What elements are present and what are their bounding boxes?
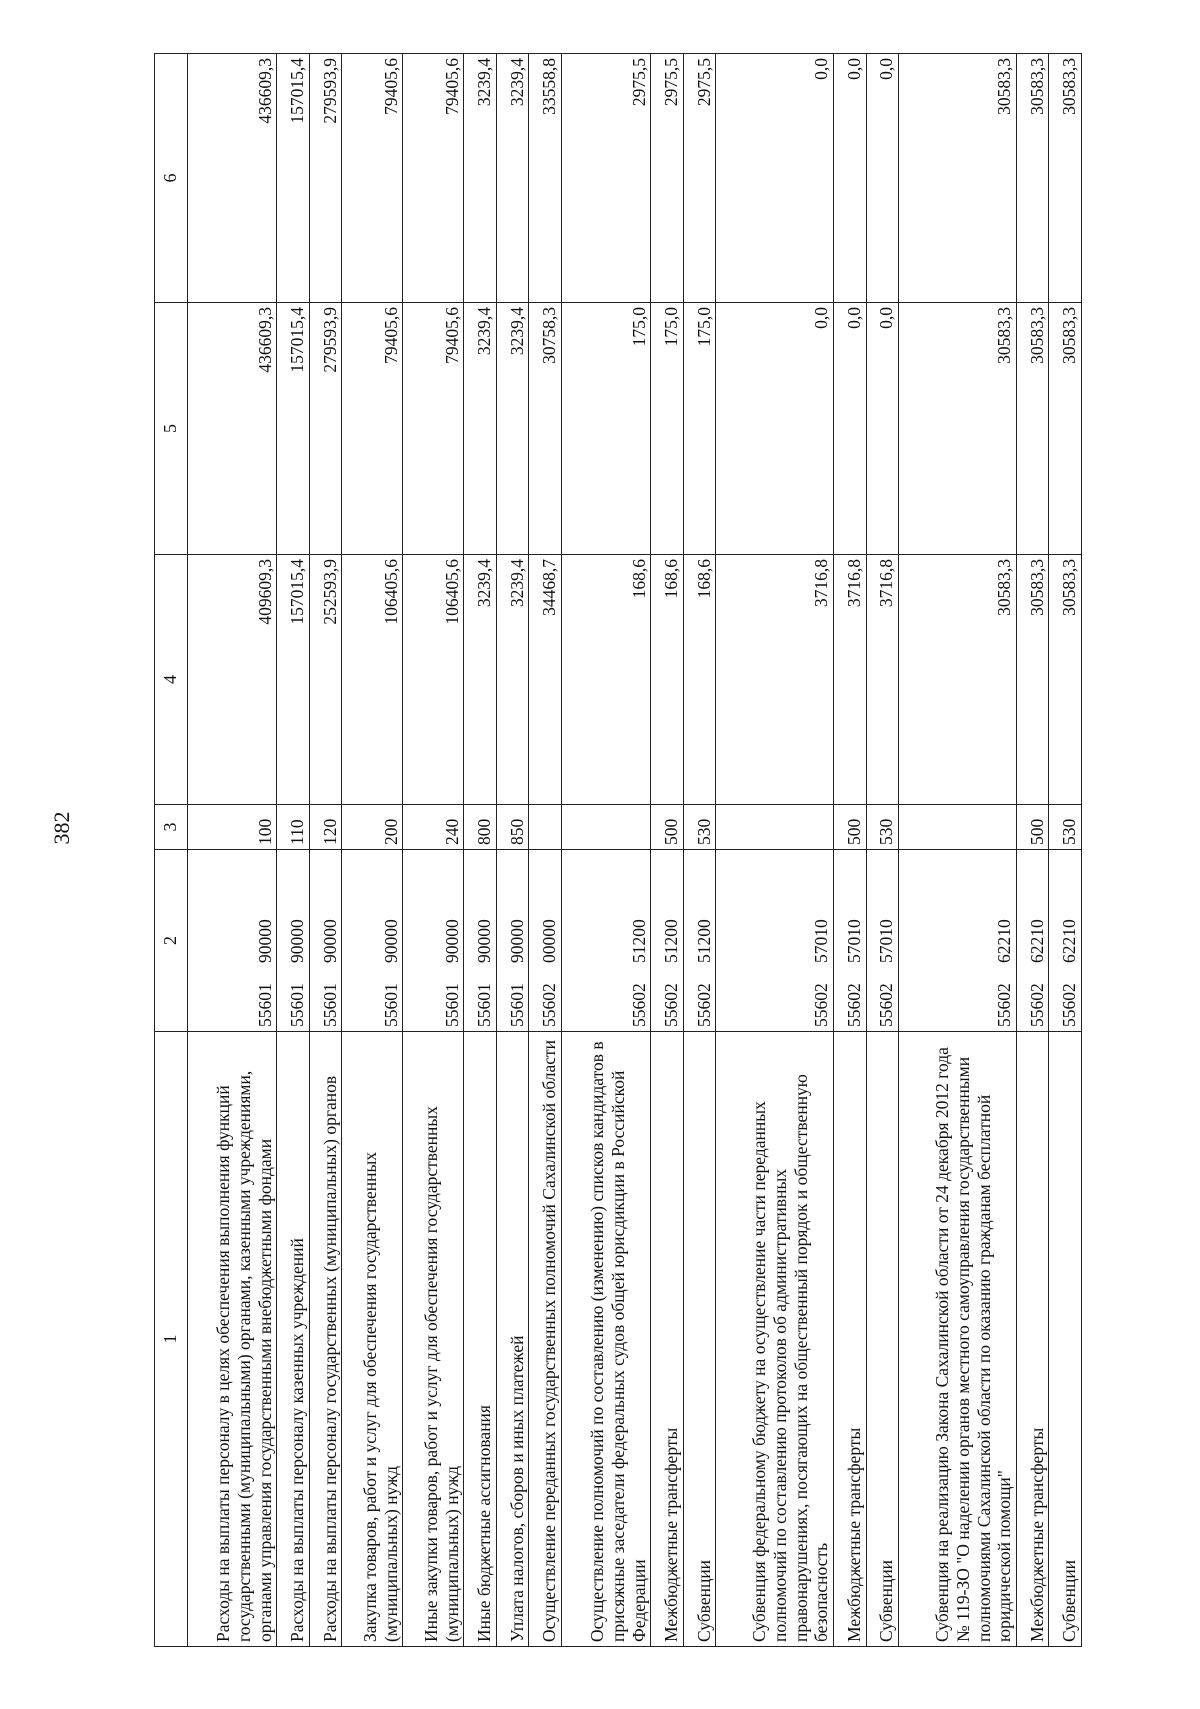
budget-table-frame — [154, 54, 1082, 1647]
amount-col5-cell: 157015,4 — [277, 303, 310, 555]
amount-col4-cell: 252593,9 — [309, 555, 342, 805]
expense-type-cell — [561, 805, 650, 850]
amount-col6-cell: 2975,5 — [561, 54, 650, 303]
program-code-part: 55602 — [628, 983, 649, 1027]
expense-name-cell: Иные закупки товаров, работ и услуг для обеспечения государственных (муниципальных) нужд — [403, 1032, 464, 1647]
table-row — [716, 54, 834, 1647]
program-code-cell — [1016, 850, 1049, 1032]
table-row — [464, 54, 497, 1647]
direction-code-part: 90000 — [287, 919, 308, 963]
budget-table-body — [155, 54, 1082, 1647]
table-row — [651, 54, 684, 1647]
program-code-part: 55601 — [254, 983, 275, 1027]
expense-name-cell: Осуществление полномочий по составлению (изменению) списков кандидатов в присяжные заседатели федеральных судов общей юрисдикции в Российской Федерации — [561, 1032, 650, 1647]
program-code-part: 55602 — [661, 983, 682, 1027]
program-code-cell — [716, 850, 834, 1032]
budget-table — [154, 53, 1082, 1647]
amount-col4-cell: 168,6 — [561, 555, 650, 805]
expense-name-cell: Осуществление переданных государственных полномочий Сахалинской области — [529, 1032, 562, 1647]
program-code-cell — [651, 850, 684, 1032]
expense-type-cell: 100 — [188, 805, 277, 850]
expense-type-cell: 530 — [866, 805, 899, 850]
amount-col5-cell: 279593,9 — [309, 303, 342, 555]
header-cell-4: 4 — [155, 555, 188, 805]
direction-code-part: 90000 — [474, 919, 495, 963]
program-code-part: 55601 — [506, 983, 527, 1027]
expense-type-cell: 200 — [342, 805, 403, 850]
direction-code-part: 90000 — [254, 919, 275, 963]
program-code-part: 55601 — [441, 983, 462, 1027]
amount-col5-cell: 79405,6 — [403, 303, 464, 555]
program-code-cell — [683, 850, 716, 1032]
amount-col5-cell: 3239,4 — [496, 303, 529, 555]
expense-name-cell: Расходы на выплаты персоналу в целях обеспечения выполнения функций государственными (муниципальными) органами, казенными учреждениями, органами управления государственными внебюджетными фондами — [188, 1032, 277, 1647]
table-row — [188, 54, 277, 1647]
amount-col4-cell: 168,6 — [651, 555, 684, 805]
expense-name-cell: Расходы на выплаты персоналу государственных (муниципальных) органов — [309, 1032, 342, 1647]
program-code-cell — [866, 850, 899, 1032]
expense-name-cell: Субвенции — [866, 1032, 899, 1647]
program-code-cell — [834, 850, 867, 1032]
expense-type-cell: 800 — [464, 805, 497, 850]
amount-col5-cell: 30583,3 — [1016, 303, 1049, 555]
expense-name-cell: Закупка товаров, работ и услуг для обеспечения государственных (муниципальных) нужд — [342, 1032, 403, 1647]
amount-col6-cell: 3239,4 — [496, 54, 529, 303]
program-code-part: 55602 — [843, 983, 864, 1027]
expense-name-cell: Субвенции — [1049, 1032, 1082, 1647]
expense-type-cell: 500 — [1016, 805, 1049, 850]
amount-col6-cell: 0,0 — [716, 54, 834, 303]
amount-col4-cell: 106405,6 — [403, 555, 464, 805]
amount-col6-cell: 3239,4 — [464, 54, 497, 303]
direction-code-part: 57010 — [876, 919, 897, 963]
amount-col4-cell: 34468,7 — [529, 555, 562, 805]
amount-col5-cell: 79405,6 — [342, 303, 403, 555]
amount-col5-cell: 175,0 — [561, 303, 650, 555]
amount-col4-cell: 3239,4 — [496, 555, 529, 805]
amount-col6-cell: 30583,3 — [1016, 54, 1049, 303]
header-cell-6: 6 — [155, 54, 188, 303]
expense-name-cell: Субвенции — [683, 1032, 716, 1647]
amount-col4-cell: 3716,8 — [716, 555, 834, 805]
table-row — [529, 54, 562, 1647]
amount-col6-cell: 2975,5 — [683, 54, 716, 303]
table-row — [899, 54, 1017, 1647]
expense-type-cell: 110 — [277, 805, 310, 850]
expense-name-cell: Расходы на выплаты персоналу казенных учреждений — [277, 1032, 310, 1647]
expense-type-cell: 850 — [496, 805, 529, 850]
amount-col4-cell: 168,6 — [683, 555, 716, 805]
table-row — [834, 54, 867, 1647]
amount-col6-cell: 30583,3 — [899, 54, 1017, 303]
program-code-part: 55602 — [994, 983, 1015, 1027]
table-row — [561, 54, 650, 1647]
direction-code-part: 51200 — [693, 919, 714, 963]
amount-col5-cell: 30583,3 — [1049, 303, 1082, 555]
direction-code-part: 00000 — [539, 919, 560, 963]
program-code-cell — [529, 850, 562, 1032]
direction-code-part: 51200 — [661, 919, 682, 963]
amount-col4-cell: 3716,8 — [866, 555, 899, 805]
amount-col5-cell: 0,0 — [834, 303, 867, 555]
amount-col6-cell: 79405,6 — [403, 54, 464, 303]
expense-type-cell: 500 — [834, 805, 867, 850]
program-code-part: 55602 — [811, 983, 832, 1027]
amount-col6-cell: 0,0 — [834, 54, 867, 303]
expense-type-cell — [529, 805, 562, 850]
expense-name-cell: Субвенция федеральному бюджету на осуществление части переданных полномочий по составлению протоколов об административных правонарушениях, посягающих на общественный порядок и общественную безопасность — [716, 1032, 834, 1647]
amount-col6-cell: 79405,6 — [342, 54, 403, 303]
program-code-part: 55601 — [287, 983, 308, 1027]
program-code-cell — [277, 850, 310, 1032]
program-code-cell — [342, 850, 403, 1032]
table-row — [866, 54, 899, 1647]
header-cell-5: 5 — [155, 303, 188, 555]
direction-code-part: 62210 — [1026, 919, 1047, 963]
program-code-part: 55601 — [474, 983, 495, 1027]
program-code-cell — [464, 850, 497, 1032]
program-code-cell — [309, 850, 342, 1032]
direction-code-part: 57010 — [843, 919, 864, 963]
table-row — [496, 54, 529, 1647]
direction-code-part: 90000 — [319, 919, 340, 963]
program-code-cell — [561, 850, 650, 1032]
expense-name-cell: Межбюджетные трансферты — [834, 1032, 867, 1647]
table-row — [309, 54, 342, 1647]
amount-col5-cell: 3239,4 — [464, 303, 497, 555]
program-code-cell — [496, 850, 529, 1032]
program-code-cell — [1049, 850, 1082, 1032]
header-cell-1: 1 — [155, 1032, 188, 1647]
program-code-part: 55601 — [380, 983, 401, 1027]
expense-type-cell: 240 — [403, 805, 464, 850]
amount-col5-cell: 175,0 — [683, 303, 716, 555]
header-cell-3: 3 — [155, 805, 188, 850]
amount-col5-cell: 0,0 — [716, 303, 834, 555]
expense-name-cell: Субвенция на реализацию Закона Сахалинской области от 24 декабря 2012 года № 119-ЗО "О наделении органов местного самоуправления государственными полномочиями Сахалинской области по оказанию гражданам бесплатной юридической помощи" — [899, 1032, 1017, 1647]
amount-col6-cell: 436609,3 — [188, 54, 277, 303]
expense-name-cell: Межбюджетные трансферты — [651, 1032, 684, 1647]
amount-col5-cell: 436609,3 — [188, 303, 277, 555]
amount-col4-cell: 157015,4 — [277, 555, 310, 805]
expense-type-cell — [716, 805, 834, 850]
expense-type-cell — [899, 805, 1017, 850]
program-code-part: 55602 — [876, 983, 897, 1027]
amount-col4-cell: 30583,3 — [1049, 555, 1082, 805]
table-row — [1049, 54, 1082, 1647]
table-row — [403, 54, 464, 1647]
amount-col6-cell: 0,0 — [866, 54, 899, 303]
table-header-row — [155, 54, 188, 1647]
amount-col4-cell: 30583,3 — [1016, 555, 1049, 805]
amount-col6-cell: 2975,5 — [651, 54, 684, 303]
amount-col4-cell: 3716,8 — [834, 555, 867, 805]
program-code-part: 55601 — [319, 983, 340, 1027]
amount-col4-cell: 106405,6 — [342, 555, 403, 805]
direction-code-part: 51200 — [628, 919, 649, 963]
program-code-part: 55602 — [539, 983, 560, 1027]
direction-code-part: 90000 — [380, 919, 401, 963]
direction-code-part: 90000 — [441, 919, 462, 963]
program-code-part: 55602 — [1059, 983, 1080, 1027]
amount-col5-cell: 30758,3 — [529, 303, 562, 555]
expense-name-cell: Уплата налогов, сборов и иных платежей — [496, 1032, 529, 1647]
table-row — [342, 54, 403, 1647]
expense-type-cell: 530 — [1049, 805, 1082, 850]
amount-col6-cell: 33558,8 — [529, 54, 562, 303]
expense-type-cell: 530 — [683, 805, 716, 850]
direction-code-part: 62210 — [994, 919, 1015, 963]
amount-col6-cell: 30583,3 — [1049, 54, 1082, 303]
program-code-cell — [899, 850, 1017, 1032]
table-row — [277, 54, 310, 1647]
table-row — [1016, 54, 1049, 1647]
amount-col4-cell: 30583,3 — [899, 555, 1017, 805]
expense-name-cell: Иные бюджетные ассигнования — [464, 1032, 497, 1647]
expense-type-cell: 120 — [309, 805, 342, 850]
amount-col5-cell: 0,0 — [866, 303, 899, 555]
direction-code-part: 90000 — [506, 919, 527, 963]
expense-type-cell: 500 — [651, 805, 684, 850]
direction-code-part: 62210 — [1059, 919, 1080, 963]
page-number: 382 — [49, 811, 74, 845]
header-cell-2: 2 — [155, 850, 188, 1032]
program-code-part: 55602 — [693, 983, 714, 1027]
amount-col4-cell: 3239,4 — [464, 555, 497, 805]
amount-col6-cell: 157015,4 — [277, 54, 310, 303]
program-code-cell — [188, 850, 277, 1032]
table-row — [683, 54, 716, 1647]
amount-col5-cell: 175,0 — [651, 303, 684, 555]
program-code-part: 55602 — [1026, 983, 1047, 1027]
amount-col4-cell: 409609,3 — [188, 555, 277, 805]
program-code-cell — [403, 850, 464, 1032]
amount-col6-cell: 279593,9 — [309, 54, 342, 303]
expense-name-cell: Межбюджетные трансферты — [1016, 1032, 1049, 1647]
amount-col5-cell: 30583,3 — [899, 303, 1017, 555]
direction-code-part: 57010 — [811, 919, 832, 963]
